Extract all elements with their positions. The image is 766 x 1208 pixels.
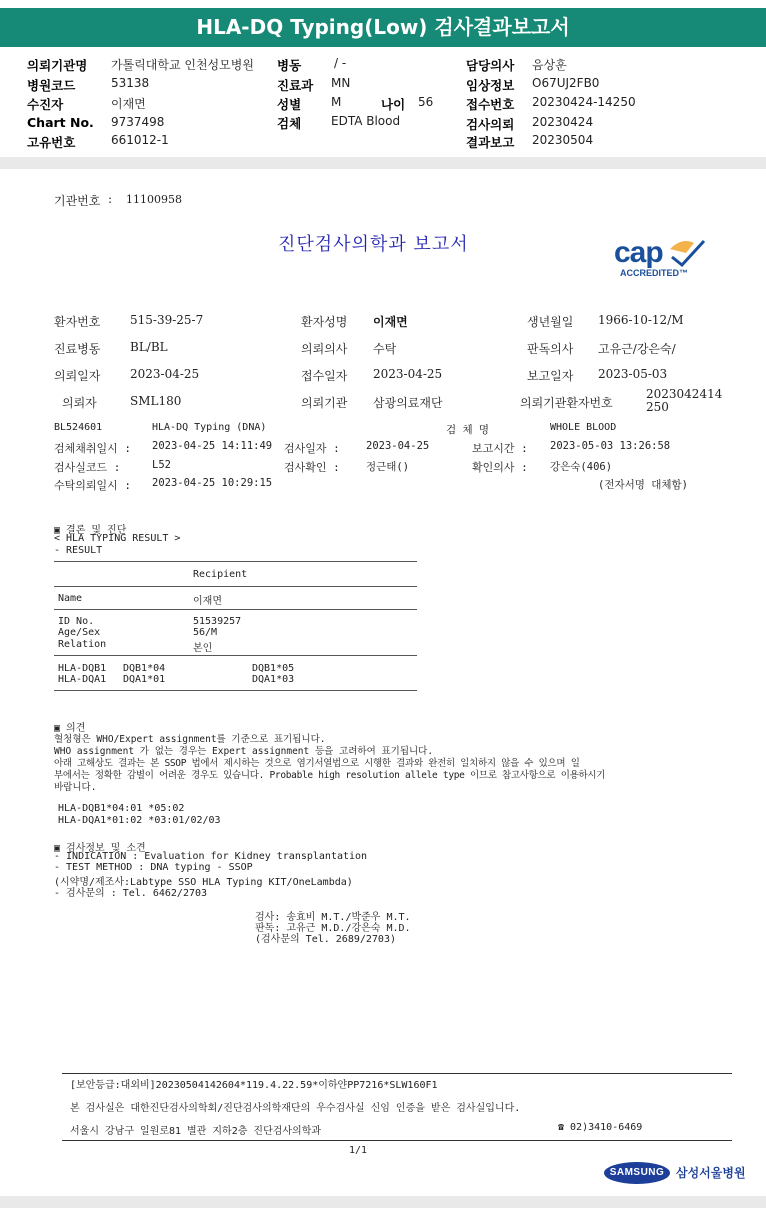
header-value: 20230504 bbox=[532, 133, 594, 147]
id-value: 51539257 bbox=[193, 616, 242, 627]
high-res-line: HLA-DQA1*01:02 *03:01/02/03 bbox=[58, 815, 221, 826]
header-value: 20230424-14250 bbox=[532, 95, 636, 109]
patient-value: 수탁 bbox=[373, 342, 397, 356]
header-value: EDTA Blood bbox=[331, 114, 401, 128]
name-label: Name bbox=[58, 593, 83, 604]
hospital-name: 삼성서울병원 bbox=[676, 1166, 746, 1180]
patient-value: 515-39-25-7 bbox=[130, 313, 204, 327]
patient-label: 의뢰자 bbox=[62, 396, 97, 410]
sign-line: (검사문의 Tel. 2689/2703) bbox=[255, 934, 396, 945]
patient-label: 의뢰의사 bbox=[301, 342, 348, 356]
patient-label: 판독의사 bbox=[527, 342, 574, 356]
header-value: / - bbox=[334, 56, 347, 70]
header-value: 9737498 bbox=[111, 115, 165, 129]
opinion-line: 아래 고해상도 결과는 본 SSOP 법에서 제시하는 것으로 염기서열법으로 시행한 결과와 완전히 일치하지 않을 수 있으며 일 bbox=[54, 758, 580, 769]
info-line: - 검사문의 : Tel. 6462/2703 bbox=[54, 888, 208, 899]
header-label: 나이 bbox=[381, 97, 406, 112]
info-line: - TEST METHOD : DNA typing - SSOP bbox=[54, 862, 253, 873]
patient-value: SML180 bbox=[130, 394, 182, 408]
institution-no-label: 기관번호 bbox=[54, 194, 101, 208]
report-heading: 진단검사의학과 보고서 bbox=[278, 234, 469, 255]
confirm-label: 검사확인 : bbox=[284, 461, 340, 474]
info-line: - INDICATION : Evaluation for Kidney transplantation bbox=[54, 851, 368, 862]
institution-no: 11100958 bbox=[126, 193, 182, 206]
dqb1-allele-2: DQB1*05 bbox=[252, 663, 295, 674]
patient-value: 2023-04-25 bbox=[130, 367, 200, 381]
patient-label: 의뢰기관환자번호 bbox=[520, 396, 613, 410]
dqb1-label: HLA-DQB1 bbox=[58, 663, 107, 674]
header-label: 검사의뢰 bbox=[466, 117, 515, 132]
header-value: O67UJ2FB0 bbox=[532, 76, 600, 90]
relation-value: 본인 bbox=[193, 643, 213, 654]
opinion-line: 바랍니다. bbox=[54, 782, 97, 793]
result-heading: ▣ 결론 및 진단 bbox=[54, 525, 127, 536]
patient-value: 2023-04-25 bbox=[373, 367, 443, 381]
header-label: 임상정보 bbox=[466, 78, 515, 93]
security-line: [보안등급:대외비]20230504142604*119.4.22.59*이하얀PP7216*SLW160F1 bbox=[70, 1080, 438, 1091]
opinion-line: 혈청형은 WHO/Expert assignment를 기준으로 표기됩니다. bbox=[54, 734, 326, 745]
header-value: 661012-1 bbox=[111, 133, 169, 147]
phone-line: ☎ 02)3410-6469 bbox=[558, 1122, 643, 1133]
patient-label: 보고일자 bbox=[527, 369, 574, 383]
header-value: 가톨릭대학교 인천성모병원 bbox=[111, 58, 254, 72]
header-label: 의뢰기관명 bbox=[27, 58, 88, 73]
test-code: BL524601 bbox=[54, 422, 103, 433]
report-time-label: 보고시간 : bbox=[472, 442, 528, 455]
patient-value: BL/BL bbox=[130, 340, 168, 354]
accept-value: 2023-04-25 10:29:15 bbox=[152, 477, 273, 489]
patient-label: 의뢰일자 bbox=[54, 369, 101, 383]
collect-label: 검체채취일시 : bbox=[54, 442, 132, 455]
patient-label: 진료병동 bbox=[54, 342, 101, 356]
header-label: Chart No. bbox=[27, 115, 94, 130]
relation-label: Relation bbox=[58, 639, 107, 650]
dqa1-label: HLA-DQA1 bbox=[58, 674, 107, 685]
cert-line: 본 검사실은 대한진단검사의학회/진단검사의학재단의 우수검사실 신임 인증을 받은 검사실입니다. bbox=[70, 1103, 521, 1114]
specimen-value: WHOLE BLOOD bbox=[550, 422, 617, 433]
info-line: (시약명/제조사:Labtype SSO HLA Typing KIT/OneLambda) bbox=[54, 877, 353, 888]
report-title-bar bbox=[0, 8, 766, 47]
header-label: 수진자 bbox=[27, 97, 64, 112]
esign-note: (전자서명 대체함) bbox=[598, 479, 688, 491]
doctor-value: 강은숙(406) bbox=[550, 461, 613, 473]
header-label: 접수번호 bbox=[466, 97, 515, 112]
specimen-label: 검 체 명 bbox=[446, 424, 490, 436]
result-sub2: - RESULT bbox=[54, 545, 103, 556]
patient-value: 1966-10-12/M bbox=[598, 313, 684, 327]
address-line: 서울시 강남구 일원로81 별관 지하2층 진단검사의학과 bbox=[70, 1126, 322, 1137]
header-value: MN bbox=[331, 76, 351, 90]
colon: : bbox=[108, 192, 113, 206]
header-label: 결과보고 bbox=[466, 135, 515, 150]
header-value: 56 bbox=[418, 95, 434, 109]
header-label: 병원코드 bbox=[27, 78, 76, 93]
header-label: 고유번호 bbox=[27, 135, 76, 150]
opinion-heading: ▣ 의견 bbox=[54, 723, 86, 734]
header-label: 담당의사 bbox=[466, 58, 515, 73]
info-heading: ▣ 검사정보 및 소견 bbox=[54, 843, 146, 854]
name-value: 이재면 bbox=[193, 596, 222, 607]
opinion-line: 부에서는 정확한 감별이 어려운 경우도 있습니다. Probable high resolution allele type 이므로 참고사항으로 이용하시기 bbox=[54, 770, 606, 781]
divider bbox=[54, 609, 417, 610]
patient-label: 생년월일 bbox=[527, 315, 574, 329]
footer-divider bbox=[62, 1073, 732, 1074]
header-label: 검체 bbox=[277, 116, 302, 131]
header-label: 진료과 bbox=[277, 78, 314, 93]
bottom-band bbox=[0, 1196, 766, 1208]
header-value: M bbox=[331, 95, 342, 109]
room-value: L52 bbox=[152, 459, 171, 471]
divider bbox=[54, 561, 417, 562]
room-label: 검사실코드 : bbox=[54, 461, 121, 474]
sign-line: 검사: 송효비 M.T./박준우 M.T. bbox=[255, 912, 411, 923]
confirm-value: 정근태() bbox=[366, 461, 410, 473]
patient-value: 2023042414250 bbox=[646, 387, 723, 414]
doctor-label: 확인의사 : bbox=[472, 461, 528, 474]
header-label: 병동 bbox=[277, 58, 302, 73]
recipient-header: Recipient bbox=[193, 569, 248, 580]
divider bbox=[54, 690, 417, 691]
id-label: ID No. bbox=[58, 616, 95, 627]
test-date-value: 2023-04-25 bbox=[366, 440, 430, 452]
report-title: HLA-DQ Typing(Low) 검사결과보고서 bbox=[196, 15, 570, 39]
divider bbox=[54, 655, 417, 656]
header-value: 53138 bbox=[111, 76, 150, 90]
collect-value: 2023-04-25 14:11:49 bbox=[152, 440, 273, 452]
opinion-line: WHO assignment 가 없는 경우는 Expert assignment 등을 고려하여 표기됩니다. bbox=[54, 746, 434, 757]
page-number: 1/1 bbox=[349, 1145, 368, 1156]
header-label: 성별 bbox=[277, 97, 302, 112]
patient-label: 접수일자 bbox=[301, 369, 348, 383]
result-sub1: < HLA TYPING RESULT > bbox=[54, 533, 181, 544]
accept-label: 수탁의뢰일시 : bbox=[54, 479, 132, 492]
age-value: 56/M bbox=[193, 627, 218, 638]
patient-label: 환자성명 bbox=[301, 315, 348, 329]
dqb1-allele-1: DQB1*04 bbox=[123, 663, 166, 674]
sign-line: 판독: 고유근 M.D./강은숙 M.D. bbox=[255, 923, 411, 934]
test-date-label: 검사일자 : bbox=[284, 442, 340, 455]
patient-label: 의뢰기관 bbox=[301, 396, 348, 410]
dqa1-allele-1: DQA1*01 bbox=[123, 674, 166, 685]
patient-label: 환자번호 bbox=[54, 315, 101, 329]
header-value: 20230424 bbox=[532, 115, 594, 129]
patient-value: 고유근/강은숙/ bbox=[598, 342, 676, 356]
samsung-logo: SAMSUNG bbox=[604, 1162, 670, 1184]
high-res-line: HLA-DQB1*04:01 *05:02 bbox=[58, 803, 185, 814]
age-label: Age/Sex bbox=[58, 627, 101, 638]
header-value: 이재면 bbox=[111, 97, 146, 111]
patient-value: 2023-05-03 bbox=[598, 367, 668, 381]
patient-value: 삼광의료재단 bbox=[373, 396, 443, 410]
report-time-value: 2023-05-03 13:26:58 bbox=[550, 440, 671, 452]
header-value: 음상훈 bbox=[532, 58, 567, 72]
dqa1-allele-2: DQA1*03 bbox=[252, 674, 295, 685]
footer-divider bbox=[62, 1140, 732, 1141]
cap-word: cap bbox=[614, 236, 663, 269]
test-name: HLA-DQ Typing (DNA) bbox=[152, 422, 267, 433]
separator-band bbox=[0, 157, 766, 169]
cap-accredited: ACCREDITED™ bbox=[620, 268, 689, 278]
divider bbox=[54, 586, 417, 587]
patient-value: 이재면 bbox=[373, 315, 408, 329]
